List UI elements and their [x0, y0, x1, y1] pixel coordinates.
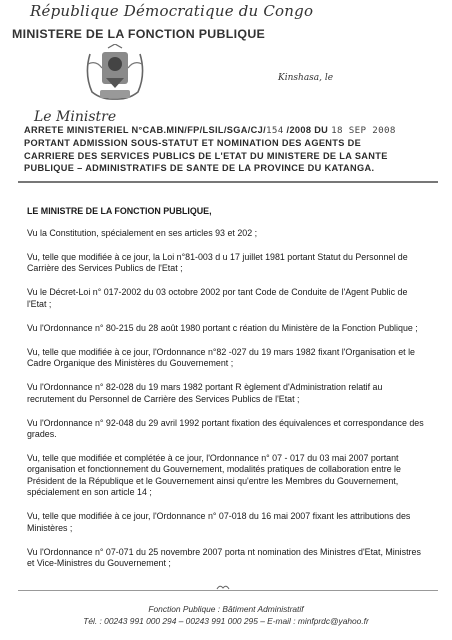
decree-reference: [24, 124, 436, 174]
city-date-label: Kinshasa, le: [278, 73, 334, 83]
paragraph: Vu l'Ordonnance n° 92-048 du 29 avril 1992 portant fixation des équivalences et correspondance des grades.: [27, 417, 424, 439]
decree-year: /2008 DU: [286, 125, 329, 135]
paragraph: Vu, telle que modifiée à ce jour, l'Ordonnance n°82 -027 du 19 mars 1982 fixant l'Organisation et le Cadre Organique des Ministères du Gouvernement ;: [27, 346, 415, 369]
ministry-title: MINISTERE DE LA FONCTION PUBLIQUE: [12, 27, 266, 41]
paragraph: Vu, telle que modifiée à ce jour, la Loi n°81-003 d u 17 juillet 1981 portant Statut du Personnel de Carrière des Services Publics de l'Etat ;: [27, 251, 408, 274]
paragraph: Vu, telle que modifiée et complétée à ce jour, l'Ordonnance n° 07 - 017 du 03 mai 2007 portant organisation et fonctionnement du Gouvernement, modalités pratiques de collaboration entre le Président de la République et le Gouvernement ainsi qu'entre les Membres du Gouvernement, spécialement en son article 14 ;: [27, 452, 401, 498]
minister-heading: LE MINISTRE DE LA FONCTION PUBLIQUE,: [27, 206, 212, 216]
decree-handwritten-number: 154: [265, 125, 284, 136]
decree-title-line: PORTANT ADMISSION SOUS-STATUT ET NOMINATION DES AGENTS DE: [24, 138, 362, 149]
page-mark-icon: [216, 583, 230, 591]
decree-title-line: PUBLIQUE – ADMINISTRATIFS DE SANTE DE LA PROVINCE DU KATANGA.: [24, 162, 375, 173]
paragraph: Vu l'Ordonnance n° 80-215 du 28 août 1980 portant c réation du Ministère de la Fonction Publique ;: [27, 322, 418, 333]
paragraph: Vu le Décret-Loi n° 017-2002 du 03 octobre 2002 por tant Code de Conduite de l'Agent Public de l'Etat ;: [27, 287, 408, 309]
minister-title: Le Ministre: [34, 109, 117, 125]
footer-contact: Tél. : 00243 991 000 294 – 00243 991 000 295 – E-mail : minfprdc@yahoo.fr: [83, 616, 369, 626]
decree-number-line: [24, 124, 436, 137]
header-divider: [18, 181, 438, 183]
decree-number-prefix: ARRETE MINISTERIEL N°CAB.MIN/FP/LSIL/SGA/CJ/: [24, 125, 266, 135]
decree-title-line: CARRIERE DES SERVICES PUBLICS DE L'ETAT DU MINISTERE DE LA SANTE: [24, 150, 388, 161]
coat-of-arms-icon: [82, 44, 148, 104]
republic-title: République Démocratique du Congo: [30, 2, 314, 20]
date-stamp: 18 SEP 2008: [331, 125, 396, 136]
paragraph: Vu l'Ordonnance n° 82-028 du 19 mars 1982 portant R èglement d'Administration relatif au recrutement du Personnel de Carrière des Services Publics de l'Etat ;: [27, 382, 383, 404]
paragraph: Vu, telle que modifiée à ce jour, l'Ordonnance n° 07-018 du 16 mai 2007 fixant les attributions des Ministères ;: [27, 511, 411, 533]
paragraph: Vu l'Ordonnance n° 07-071 du 25 novembre 2007 porta nt nomination des Ministres d'Etat, Ministres et Vice-Ministres du Gouvernement ;: [27, 546, 421, 568]
paragraph: Vu la Constitution, spécialement en ses articles 93 et 202 ;: [27, 227, 258, 238]
document-body: [27, 206, 427, 582]
footer-address: Fonction Publique : Bâtiment Administratif: [148, 604, 304, 614]
